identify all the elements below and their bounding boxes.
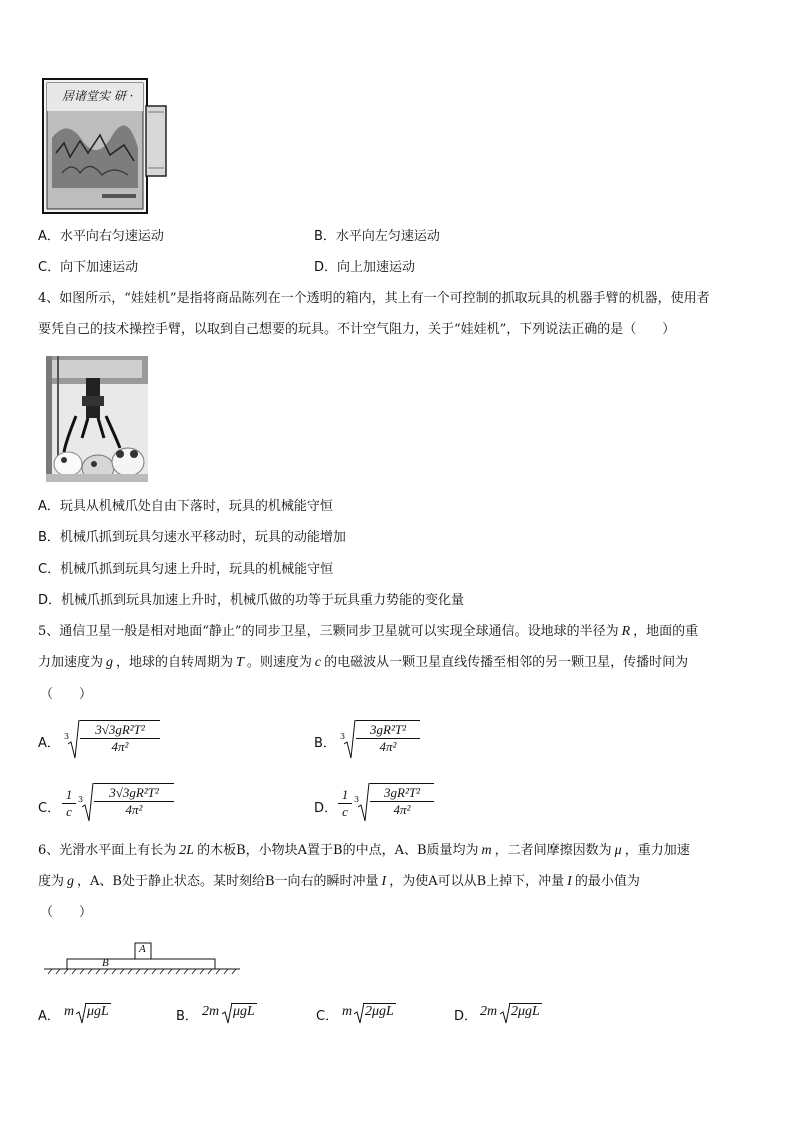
q5-c-coef: $\frac{1}{c}$	[62, 787, 76, 820]
q6-stem-line3: （ ）	[40, 905, 93, 920]
q3-option-a: A．水平向右匀速运动	[38, 229, 164, 244]
q4-stem-line2: 要凭自己的技术操控手臂，以取到自己想要的玩具。不计空气阻力，关于“娃娃机”，下列说法正确的是（ ）	[38, 322, 676, 337]
board-block-figure	[42, 940, 242, 976]
q4-stem-line1: 4、如图所示，“娃娃机”是指将商品陈列在一个透明的箱内，其上有一个可控制的抓取玩具的机器手臂的机器，使用者	[38, 291, 710, 306]
board-b-label: B	[102, 957, 109, 969]
q3-option-c: C．向下加速运动	[38, 260, 139, 275]
q4-option-b: B．机械爪抓到玩具匀速水平移动时，玩具的动能增加	[38, 530, 346, 545]
q4-option-c: C．机械爪抓到玩具匀速上升时，玩具的机械能守恒	[38, 562, 334, 577]
claw-machine-photo	[46, 356, 148, 482]
q6-stem-line1: 6、光滑水平面上有长为 2L 的木板B，小物块A置于B的中点，A、B质量均为 m ，二者间摩擦因数为 μ ，重力加速	[38, 843, 690, 858]
q3-option-b: B．水平向左匀速运动	[314, 229, 440, 244]
q5-stem-line2: 力加速度为 g ，地球的自转周期为 T 。则速度为 c 的电磁波从一颗卫星直线传播至相邻的另一颗卫星，传播时间为	[38, 655, 689, 670]
q4-option-a: A．玩具从机械爪处自由下落时，玩具的机械能守恒	[38, 499, 333, 514]
q5-d-coef: $\frac{1}{c}$	[338, 787, 352, 820]
block-a-label: A	[139, 943, 146, 955]
q5-stem-line3: （ ）	[40, 687, 93, 702]
q6-stem-line2: 度为 g ，A、B处于静止状态。某时刻给B一向右的瞬时冲量 I ，为使A可以从B上掉下，冲量 I 的最小值为	[38, 874, 640, 889]
q4-option-d: D．机械爪抓到玩具加速上升时，机械爪做的功等于玩具重力势能的变化量	[38, 593, 465, 608]
claw-machine-illustration	[46, 356, 148, 482]
q3-option-d: D．向上加速运动	[314, 260, 416, 275]
book-figure	[42, 78, 168, 214]
book-title: 居诸堂实 研 ·	[62, 89, 134, 103]
q5-stem-line1: 5、通信卫星一般是相对地面“静止”的同步卫星，三颗同步卫星就可以实现全球通信。设地球的半径为 R ，地面的重	[38, 624, 699, 639]
